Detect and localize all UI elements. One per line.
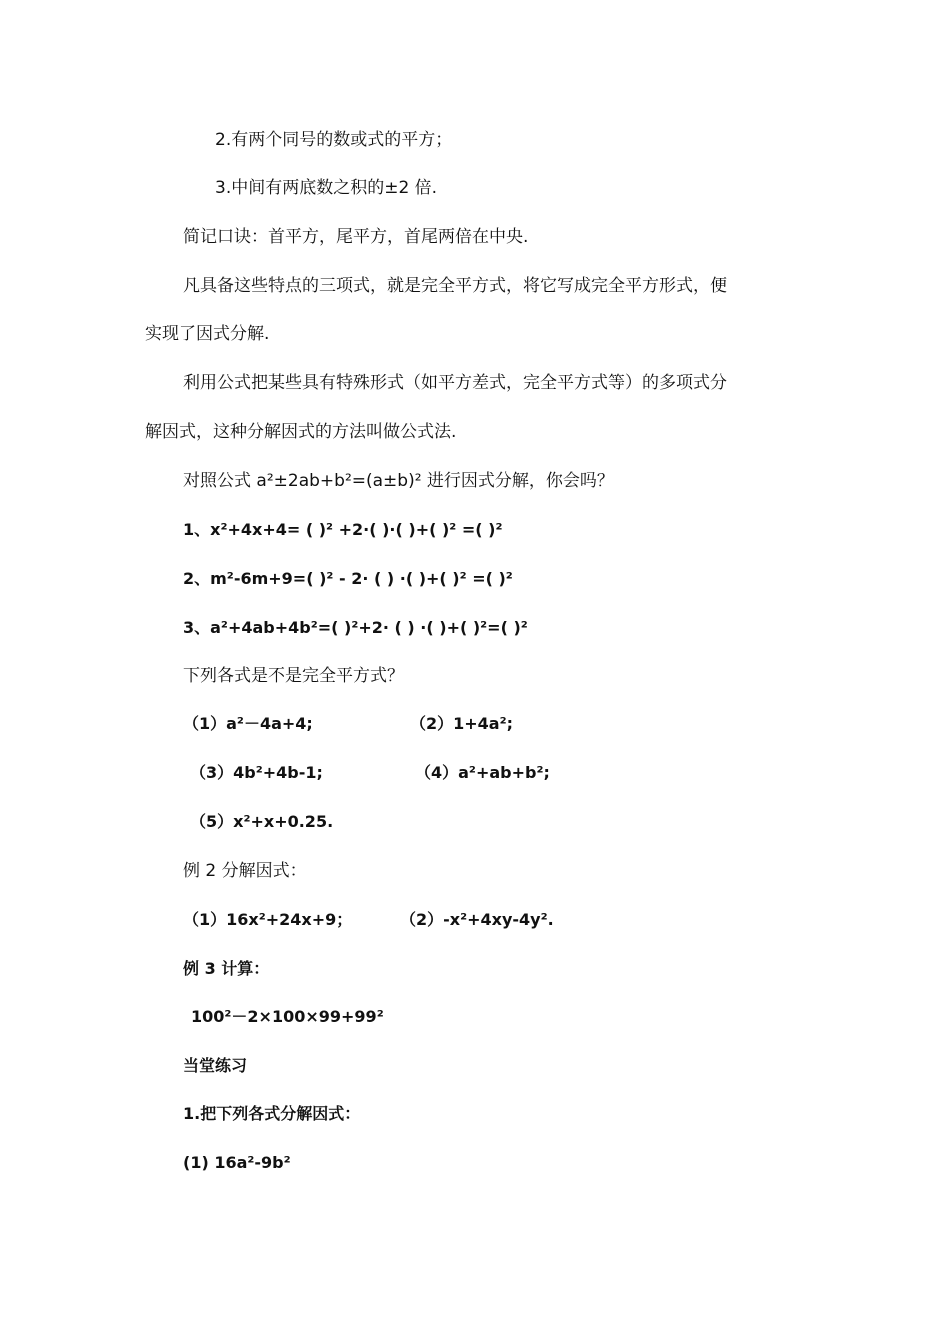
formula-prompt: 对照公式 a²±2ab+b²=(a±b)² 进行因式分解，你会吗？: [183, 471, 614, 491]
example-2-item-2: （2）-x²+4xy-4y².: [400, 910, 554, 929]
fill-in-question-2: 2、m²-6m+9=( )² - 2· ( ) ·( )+( )² =( )²: [183, 569, 513, 588]
property-line-2: 2.有两个同号的数或式的平方；: [215, 130, 453, 150]
judge-item-5: （5）x²+x+0.25.: [190, 812, 334, 831]
example-2-item-1: （1）16x²+24x+9；: [183, 910, 353, 929]
fill-in-question-3: 3、a²+4ab+4b²=( )²+2· ( ) ·( )+( )²=( )²: [183, 618, 528, 637]
property-line-3: 3.中间有两底数之积的±2 倍.: [215, 178, 438, 198]
example-2-title: 例 2 分解因式：: [183, 861, 307, 881]
paragraph-1-line-2: 实现了因式分解.: [145, 324, 270, 344]
judge-item-4: （4）a²+ab+b²;: [415, 763, 550, 782]
fill-in-question-1: 1、x²+4x+4= ( )² +2·( )·( )+( )² =( )²: [183, 520, 503, 539]
practice-1-title: 1.把下列各式分解因式：: [183, 1104, 361, 1123]
mnemonic-line: 简记口诀：首平方，尾平方，首尾两倍在中央.: [183, 227, 529, 247]
paragraph-2-line-1: 利用公式把某些具有特殊形式（如平方差式，完全平方式等）的多项式分: [183, 373, 727, 393]
judge-item-1: （1）a²－4a+4;: [183, 714, 313, 733]
example-3-expression: 100²－2×100×99+99²: [191, 1007, 384, 1026]
judge-prompt: 下列各式是不是完全平方式？: [183, 666, 404, 686]
paragraph-1-line-1: 凡具备这些特点的三项式，就是完全平方式，将它写成完全平方形式，便: [183, 276, 727, 296]
judge-item-3: （3）4b²+4b-1;: [190, 763, 323, 782]
practice-1-item-1: (1) 16a²-9b²: [183, 1153, 291, 1172]
practice-heading: 当堂练习: [183, 1056, 248, 1075]
example-3-title: 例 3 计算：: [183, 959, 270, 978]
paragraph-2-line-2: 解因式，这种分解因式的方法叫做公式法.: [145, 422, 457, 442]
judge-item-2: （2）1+4a²;: [410, 714, 514, 733]
